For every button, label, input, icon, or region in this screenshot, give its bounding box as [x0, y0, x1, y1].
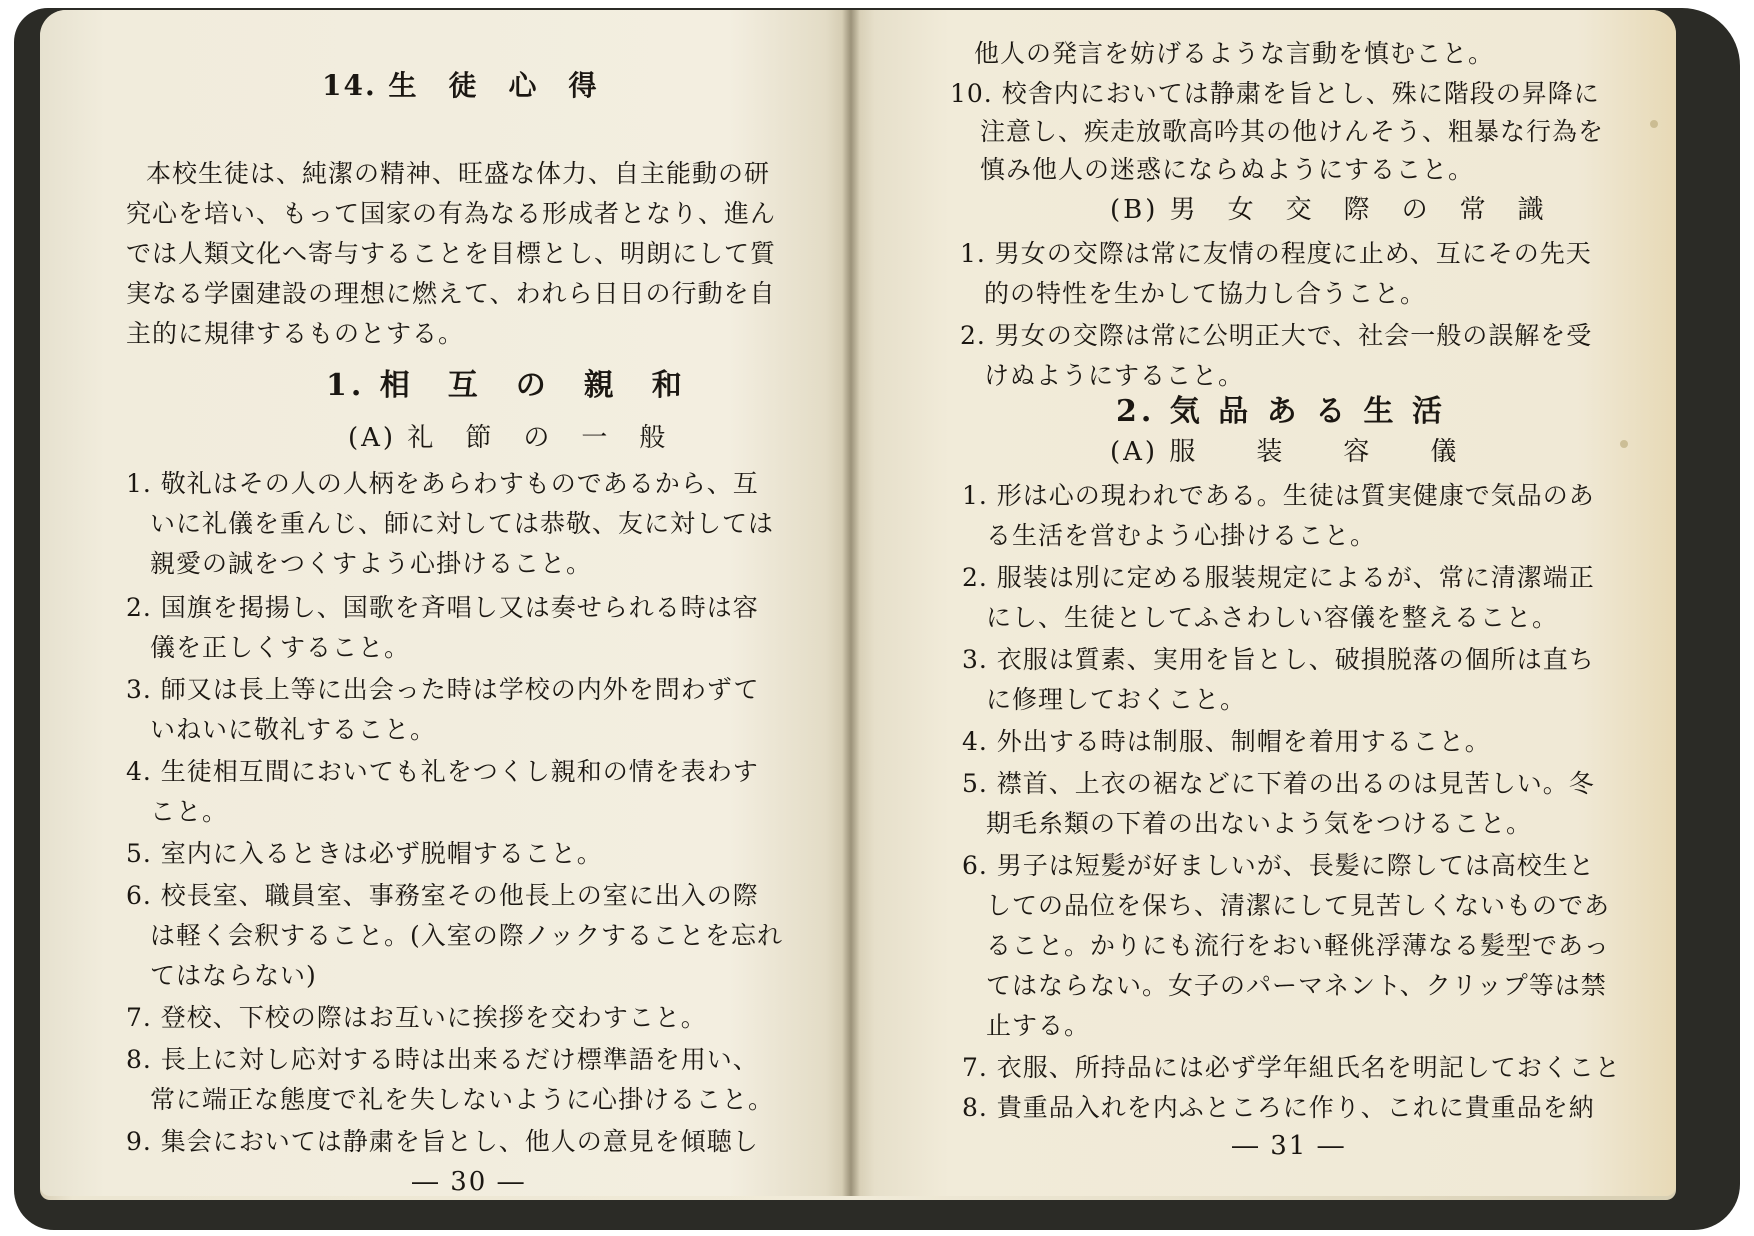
heading-mutual-harmony: 1. 相 互 の 親 和	[326, 368, 686, 403]
item-6-line-3: てはならない)	[150, 961, 317, 990]
section-title: 14. 生 徒 心 得	[322, 69, 599, 102]
intro-line-3: では人類文化へ寄与することを目標とし、明朗にして質	[126, 239, 777, 268]
a-item-6-line-5: 止する。	[986, 1011, 1091, 1040]
item-5-line-1: 5. 室内に入るときは必ず脱帽すること。	[126, 839, 603, 868]
item-8-line-2: 常に端正な態度で礼を失しないように心掛けること。	[150, 1085, 775, 1114]
a-item-1-line-1: 1. 形は心の現われである。生徒は質実健康で気品のあ	[962, 481, 1595, 510]
a-item-4-line-1: 4. 外出する時は制服、制帽を着用すること。	[962, 727, 1491, 756]
subheading-attire: (A) 服 装 容 儀	[1110, 437, 1460, 467]
item-1-line-2: いに礼儀を重んじ、師に対しては恭敬、友に対しては	[150, 509, 775, 538]
item-10-line-1: 10. 校舎内においては静粛を旨とし、殊に階段の昇降に	[950, 79, 1600, 108]
item-2-line-2: 儀を正しくすること。	[150, 633, 411, 662]
item-6-line-2: は軽く会釈すること。(入室の際ノックすることを忘れ	[150, 921, 784, 950]
a-item-3-line-1: 3. 衣服は質素、実用を旨とし、破損脱落の個所は直ち	[962, 645, 1595, 674]
subheading-etiquette: (A) 礼 節 の 一 般	[348, 423, 669, 453]
item-6-line-1: 6. 校長室、職員室、事務室その他長上の室に出入の際	[126, 881, 759, 910]
left-page	[40, 10, 850, 1196]
a-item-8-line-1: 8. 貴重品入れを内ふところに作り、これに貴重品を納	[962, 1093, 1595, 1122]
book-gutter	[842, 10, 860, 1196]
b-item-2-line-2: けぬようにすること。	[984, 361, 1245, 390]
item-3-line-1: 3. 師又は長上等に出会った時は学校の内外を問わずて	[126, 675, 760, 704]
a-item-1-line-2: る生活を営むよう心掛けること。	[986, 521, 1377, 550]
a-item-6-line-1: 6. 男子は短髪が好ましいが、長髪に際しては高校生と	[962, 851, 1595, 880]
subheading-gender-relations: (B) 男 女 交 際 の 常 識	[1110, 195, 1547, 225]
item-1-line-3: 親愛の誠をつくすよう心掛けること。	[150, 549, 593, 578]
open-book	[40, 10, 1676, 1200]
a-item-6-line-3: ること。かりにも流行をおい軽佻浮薄なる髪型であっ	[986, 931, 1610, 960]
intro-line-2: 究心を培い、もって国家の有為なる形成者となり、進ん	[126, 199, 777, 228]
item-4-line-1: 4. 生徒相互間においても礼をつくし親和の情を表わす	[126, 757, 759, 786]
item-7-line-1: 7. 登校、下校の際はお互いに挨拶を交わすこと。	[126, 1003, 707, 1032]
a-item-6-line-2: しての品位を保ち、清潔にして見苦しくないものであ	[986, 891, 1611, 920]
intro-line-4: 実なる学園建設の理想に燃えて、われら日日の行動を自	[126, 279, 776, 308]
intro-line-1: 本校生徒は、純潔の精神、旺盛な体力、自主能動の研	[146, 159, 771, 188]
a-item-6-line-4: てはならない。女子のパーマネント、クリップ等は禁	[986, 971, 1607, 1000]
continuation-line: 他人の発言を妨げるような言動を慎むこと。	[974, 39, 1495, 68]
page-number-left: ― 30 ―	[412, 1167, 526, 1197]
heading-dignified-life: 2. 気 品 あ る 生 活	[1116, 394, 1446, 429]
item-10-line-2: 注意し、疾走放歌高吟其の他けんそう、粗暴な行為を	[980, 117, 1605, 146]
intro-line-5: 主的に規律するものとする。	[126, 319, 465, 348]
item-4-line-2: こと。	[150, 797, 229, 826]
b-item-1-line-1: 1. 男女の交際は常に友情の程度に止め、互にその先天	[960, 239, 1592, 268]
page-number-right: ― 31 ―	[1232, 1131, 1346, 1161]
item-3-line-2: いねいに敬礼すること。	[150, 715, 437, 744]
a-item-2-line-2: にし、生徒としてふさわしい容儀を整えること。	[986, 603, 1559, 632]
a-item-5-line-2: 期毛糸類の下着の出ないよう気をつけること。	[986, 809, 1533, 838]
b-item-2-line-1: 2. 男女の交際は常に公明正大で、社会一般の誤解を受	[960, 321, 1593, 350]
paper-stain	[1650, 120, 1658, 128]
a-item-3-line-2: に修理しておくこと。	[986, 685, 1247, 714]
paper-stain	[1620, 440, 1628, 448]
item-10-line-3: 慎み他人の迷惑にならぬようにすること。	[980, 155, 1475, 184]
right-page	[850, 10, 1676, 1196]
a-item-7-line-1: 7. 衣服、所持品には必ず学年組氏名を明記しておくこと	[962, 1053, 1621, 1082]
item-1-line-1: 1. 敬礼はその人の人柄をあらわすものであるから、互	[126, 469, 759, 498]
b-item-1-line-2: 的の特性を生かして協力し合うこと。	[984, 279, 1427, 308]
item-2-line-1: 2. 国旗を掲揚し、国歌を斉唱し又は奏せられる時は容	[126, 593, 759, 622]
item-9-line-1: 9. 集会においては静粛を旨とし、他人の意見を傾聴し	[126, 1127, 759, 1156]
a-item-5-line-1: 5. 襟首、上衣の裾などに下着の出るのは見苦しい。冬	[962, 769, 1595, 798]
item-8-line-1: 8. 長上に対し応対する時は出来るだけ標準語を用い、	[126, 1045, 759, 1074]
a-item-2-line-1: 2. 服装は別に定める服装規定によるが、常に清潔端正	[962, 563, 1595, 592]
